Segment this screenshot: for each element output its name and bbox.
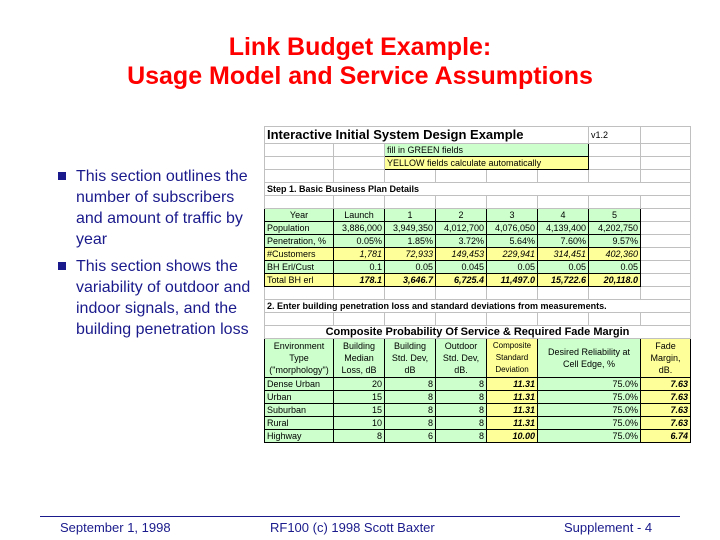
title-line-2: Usage Model and Service Assumptions (127, 62, 593, 90)
bullet-text: This section outlines the number of subscribers and amount of traffic by year (76, 168, 248, 248)
table-row: BH Erl/Cust 0.1 0.05 0.045 0.05 0.05 0.05 (265, 261, 691, 274)
bullet-item (58, 256, 258, 340)
bullet-list (58, 166, 258, 346)
table-row: Penetration, % 0.05% 1.85% 3.72% 5.64% 7.60% 9.57% (265, 235, 691, 248)
year-header-row: Year Launch 1 2 3 4 5 (265, 209, 691, 222)
footer-copyright: RF100 (c) 1998 Scott Baxter (270, 520, 435, 535)
square-bullet-icon (58, 262, 66, 270)
footer-date: September 1, 1998 (60, 520, 171, 535)
title-line-1: Link Budget Example: (228, 33, 492, 61)
table-row: Total BH erl 178.1 3,646.7 6,725.4 11,497.0 15,722.6 20,118.0 (265, 274, 691, 287)
sheet-version: v1.2 (589, 127, 641, 144)
footer-page-number: Supplement - 4 (564, 520, 653, 535)
square-bullet-icon (58, 172, 66, 180)
step2-heading: 2. Enter building penetration loss and standard deviations from measurements. (265, 300, 691, 313)
bullet-text: This section shows the variability of outdoor and indoor signals, and the building penetration loss (76, 258, 251, 338)
sheet-title: Interactive Initial System Design Example (265, 127, 589, 144)
composite-title: Composite Probability Of Service & Required Fade Margin (265, 326, 691, 339)
green-fields-note: fill in GREEN fields (385, 144, 589, 157)
bullet-item (58, 166, 258, 250)
table-row: #Customers 1,781 72,933 149,453 229,941 314,451 402,360 (265, 248, 691, 261)
table-row: Dense Urban 20 8 8 11.31 75.0% 7.63 (265, 378, 691, 391)
link-budget-spreadsheet (264, 126, 691, 443)
table-row: Urban 15 8 8 11.31 75.0% 7.63 (265, 391, 691, 404)
footer-divider (40, 516, 680, 517)
table-row: Rural 10 8 8 11.31 75.0% 7.63 (265, 417, 691, 430)
table-row: Population 3,886,000 3,949,350 4,012,700 4,076,050 4,139,400 4,202,750 (265, 222, 691, 235)
table-row: Highway 8 6 8 10.00 75.0% 6.74 (265, 430, 691, 443)
yellow-fields-note: YELLOW fields calculate automatically (385, 157, 589, 170)
composite-header-row: Environment Type ("morphology") Building Median Loss, dB Building Std. Dev, dB Outdoor Std. Dev, dB. Composite Standard Deviation Desired Reliability at Cell Edge, % Fade Margin, dB. (265, 339, 691, 378)
table-row: Suburban 15 8 8 11.31 75.0% 7.63 (265, 404, 691, 417)
step1-heading: Step 1. Basic Business Plan Details (265, 183, 691, 196)
slide-title (0, 33, 720, 91)
